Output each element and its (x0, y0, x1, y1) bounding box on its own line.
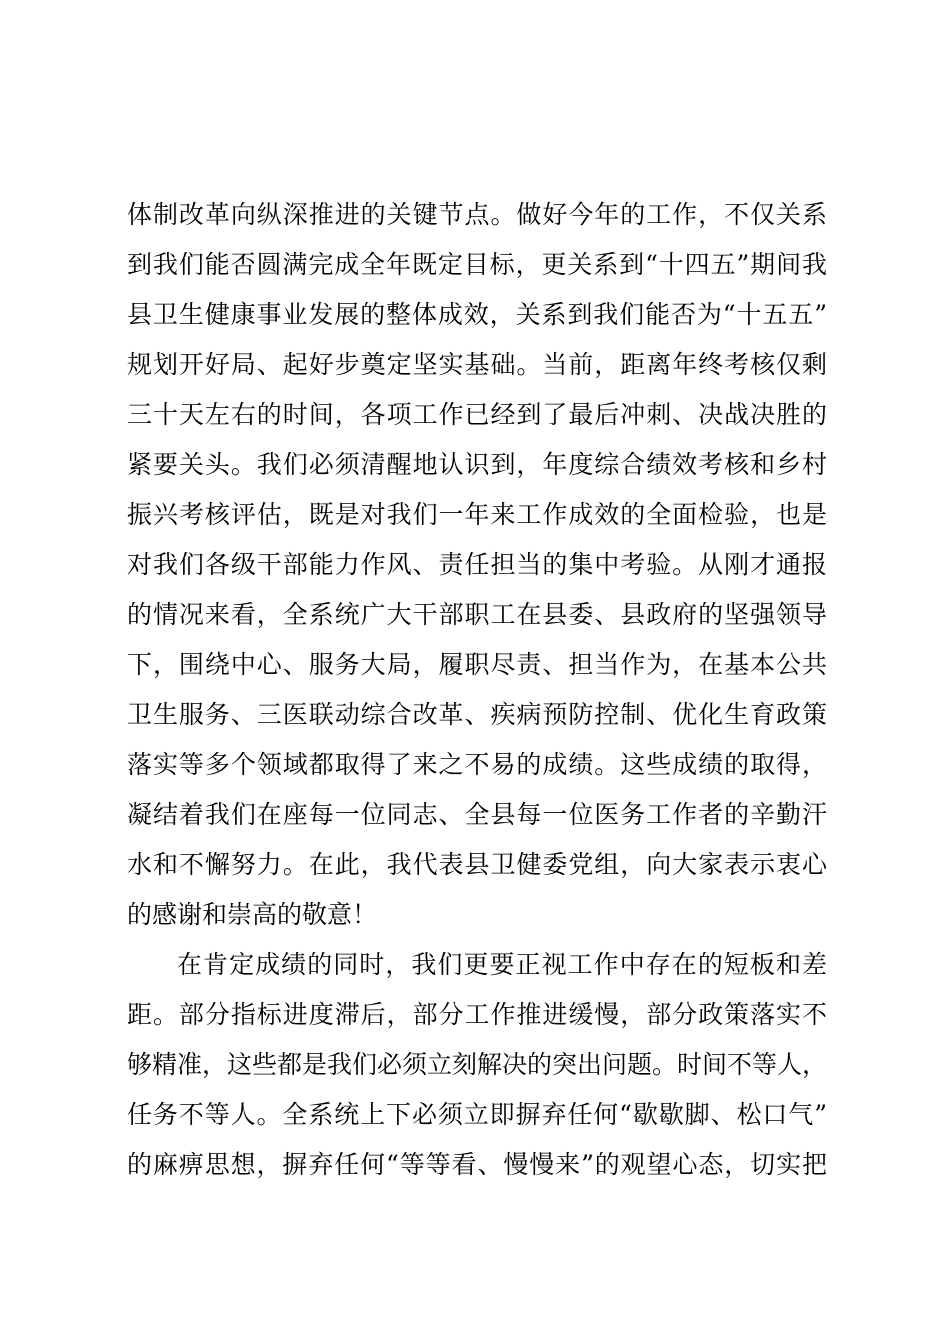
text-line: 到我们能否圆满完成全年既定目标，更关系到“十四五”期间我 (127, 250, 827, 279)
text-line: 振兴考核评估，既是对我们一年来工作成效的全面检验，也是 (127, 500, 827, 529)
text-line: 县卫生健康事业发展的整体成效，关系到我们能否为“十五五” (127, 300, 827, 329)
text-line: 够精准，这些都是我们必须立刻解决的突出问题。时间不等人， (127, 1050, 828, 1079)
text-line: 在肯定成绩的同时，我们更要正视工作中存在的短板和差 (177, 950, 827, 979)
text-line: 卫生服务、三医联动综合改革、疾病预防控制、优化生育政策 (127, 700, 827, 729)
document-body (127, 190, 827, 1190)
text-line: 对我们各级干部能力作风、责任担当的集中考验。从刚才通报 (127, 550, 827, 579)
text-line: 距。部分指标进度滞后，部分工作推进缓慢，部分政策落实不 (127, 1000, 827, 1029)
text-line: 任务不等人。全系统上下必须立即摒弃任何“歇歇脚、松口气” (127, 1100, 827, 1129)
paragraph-2 (127, 940, 827, 1190)
text-line: 三十天左右的时间，各项工作已经到了最后冲刺、决战决胜的 (127, 400, 827, 429)
text-line: 凝结着我们在座每一位同志、全县每一位医务工作者的辛勤汗 (127, 800, 827, 829)
text-line: 体制改革向纵深推进的关键节点。做好今年的工作，不仅关系 (127, 200, 827, 229)
text-line: 落实等多个领域都取得了来之不易的成绩。这些成绩的取得， (127, 750, 827, 779)
text-line: 的麻痹思想，摒弃任何“等等看、慢慢来”的观望心态，切实把 (127, 1150, 827, 1179)
text-line: 下，围绕中心、服务大局，履职尽责、担当作为，在基本公共 (127, 650, 827, 679)
text-line: 规划开好局、起好步奠定坚实基础。当前，距离年终考核仅剩 (127, 350, 827, 379)
text-line: 的感谢和崇高的敬意！ (127, 900, 378, 929)
text-line: 水和不懈努力。在此，我代表县卫健委党组，向大家表示衷心 (127, 850, 827, 879)
paragraph-1 (127, 190, 827, 940)
text-line: 紧要关头。我们必须清醒地认识到，年度综合绩效考核和乡村 (127, 450, 827, 479)
text-line: 的情况来看，全系统广大干部职工在县委、县政府的坚强领导 (127, 600, 827, 629)
